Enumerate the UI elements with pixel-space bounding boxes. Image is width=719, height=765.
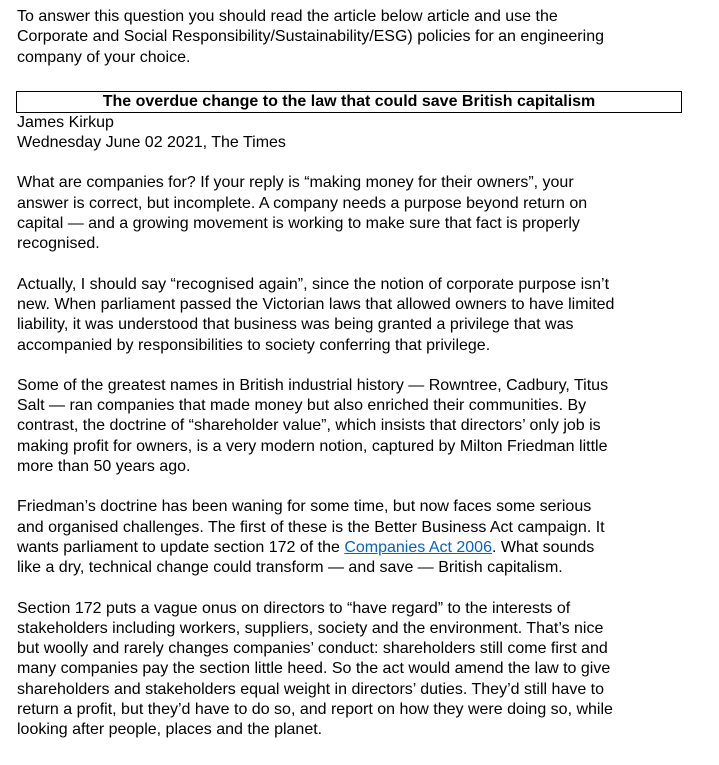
intro-instructions <box>17 7 687 68</box>
paragraph-line: like a dry, technical change could transform — and save — British capitalism. <box>17 559 563 577</box>
document-page <box>17 7 687 741</box>
paragraph-line: stakeholders including workers, suppliers, society and the environment. That’s nice <box>17 619 604 637</box>
paragraph-line: answer is correct, but incomplete. A company needs a purpose beyond return on <box>17 194 588 212</box>
article-title: The overdue change to the law that could save British capitalism <box>16 91 682 113</box>
paragraph-line: shareholders and stakeholders equal weight in directors’ duties. They’d still have to <box>17 680 604 698</box>
paragraph-line: What are companies for? If your reply is “making money for their owners”, your <box>17 174 574 192</box>
paragraph-line: contrast, the doctrine of “shareholder value”, which insists that directors’ only job is <box>17 417 601 435</box>
article-author: James Kirkup <box>17 113 114 131</box>
paragraph-line: Salt — ran companies that made money but also enriched their communities. By <box>17 397 587 415</box>
intro-line: company of your choice. <box>17 48 191 66</box>
paragraph-line: capital — and a growing movement is working to make sure that fact is properly <box>17 215 580 233</box>
article-paragraph-4 <box>17 497 687 578</box>
paragraph-gap <box>17 579 687 599</box>
paragraph-line: Actually, I should say “recognised again”, since the notion of corporate purpose isn’t <box>17 275 610 293</box>
paragraph-line: more than 50 years ago. <box>17 458 191 476</box>
paragraph-line: looking after people, places and the planet. <box>17 721 323 739</box>
paragraph-text: wants parliament to update section 172 of the <box>17 538 345 556</box>
paragraph-line: Friedman’s doctrine has been waning for some time, but now faces some serious <box>17 498 592 516</box>
paragraph-line-with-link <box>17 538 687 558</box>
spacer <box>17 153 687 173</box>
article-paragraph-2 <box>17 275 687 356</box>
paragraph-gap <box>17 356 687 376</box>
paragraph-gap <box>17 255 687 275</box>
paragraph-line: liability, it was understood that business was being granted a privilege that was <box>17 316 574 334</box>
paragraph-line: Section 172 puts a vague onus on directors to “have regard” to the interests of <box>17 599 571 617</box>
paragraph-gap <box>17 477 687 497</box>
paragraph-line: making profit for owners, is a very modern notion, captured by Milton Friedman little <box>17 437 608 455</box>
article-paragraph-3 <box>17 376 687 477</box>
paragraph-line: Some of the greatest names in British industrial history — Rowntree, Cadbury, Titus <box>17 376 609 394</box>
intro-line: To answer this question you should read the article below article and use the <box>17 8 558 25</box>
paragraph-line: new. When parliament passed the Victorian laws that allowed owners to have limited <box>17 295 615 313</box>
companies-act-link[interactable]: Companies Act 2006 <box>344 538 492 556</box>
article-paragraph-5 <box>17 599 687 741</box>
paragraph-text: . What sounds <box>491 538 595 556</box>
intro-line: Corporate and Social Responsibility/Sustainability/ESG) policies for an engineering <box>17 28 604 46</box>
article-date-source: Wednesday June 02 2021, The Times <box>17 134 286 152</box>
article-paragraph-1 <box>17 173 687 254</box>
paragraph-line: many companies pay the section little heed. So the act would amend the law to give <box>17 660 611 678</box>
paragraph-line: and organised challenges. The first of these is the Better Business Act campaign. It <box>17 518 605 536</box>
paragraph-line: but woolly and rarely changes companies’ conduct: shareholders still come first and <box>17 640 608 658</box>
paragraph-line: recognised. <box>17 235 100 253</box>
paragraph-line: return a profit, but they’d have to do so, and report on how they were doing so, while <box>17 701 613 719</box>
paragraph-line: accompanied by responsibilities to society conferring that privilege. <box>17 336 491 354</box>
